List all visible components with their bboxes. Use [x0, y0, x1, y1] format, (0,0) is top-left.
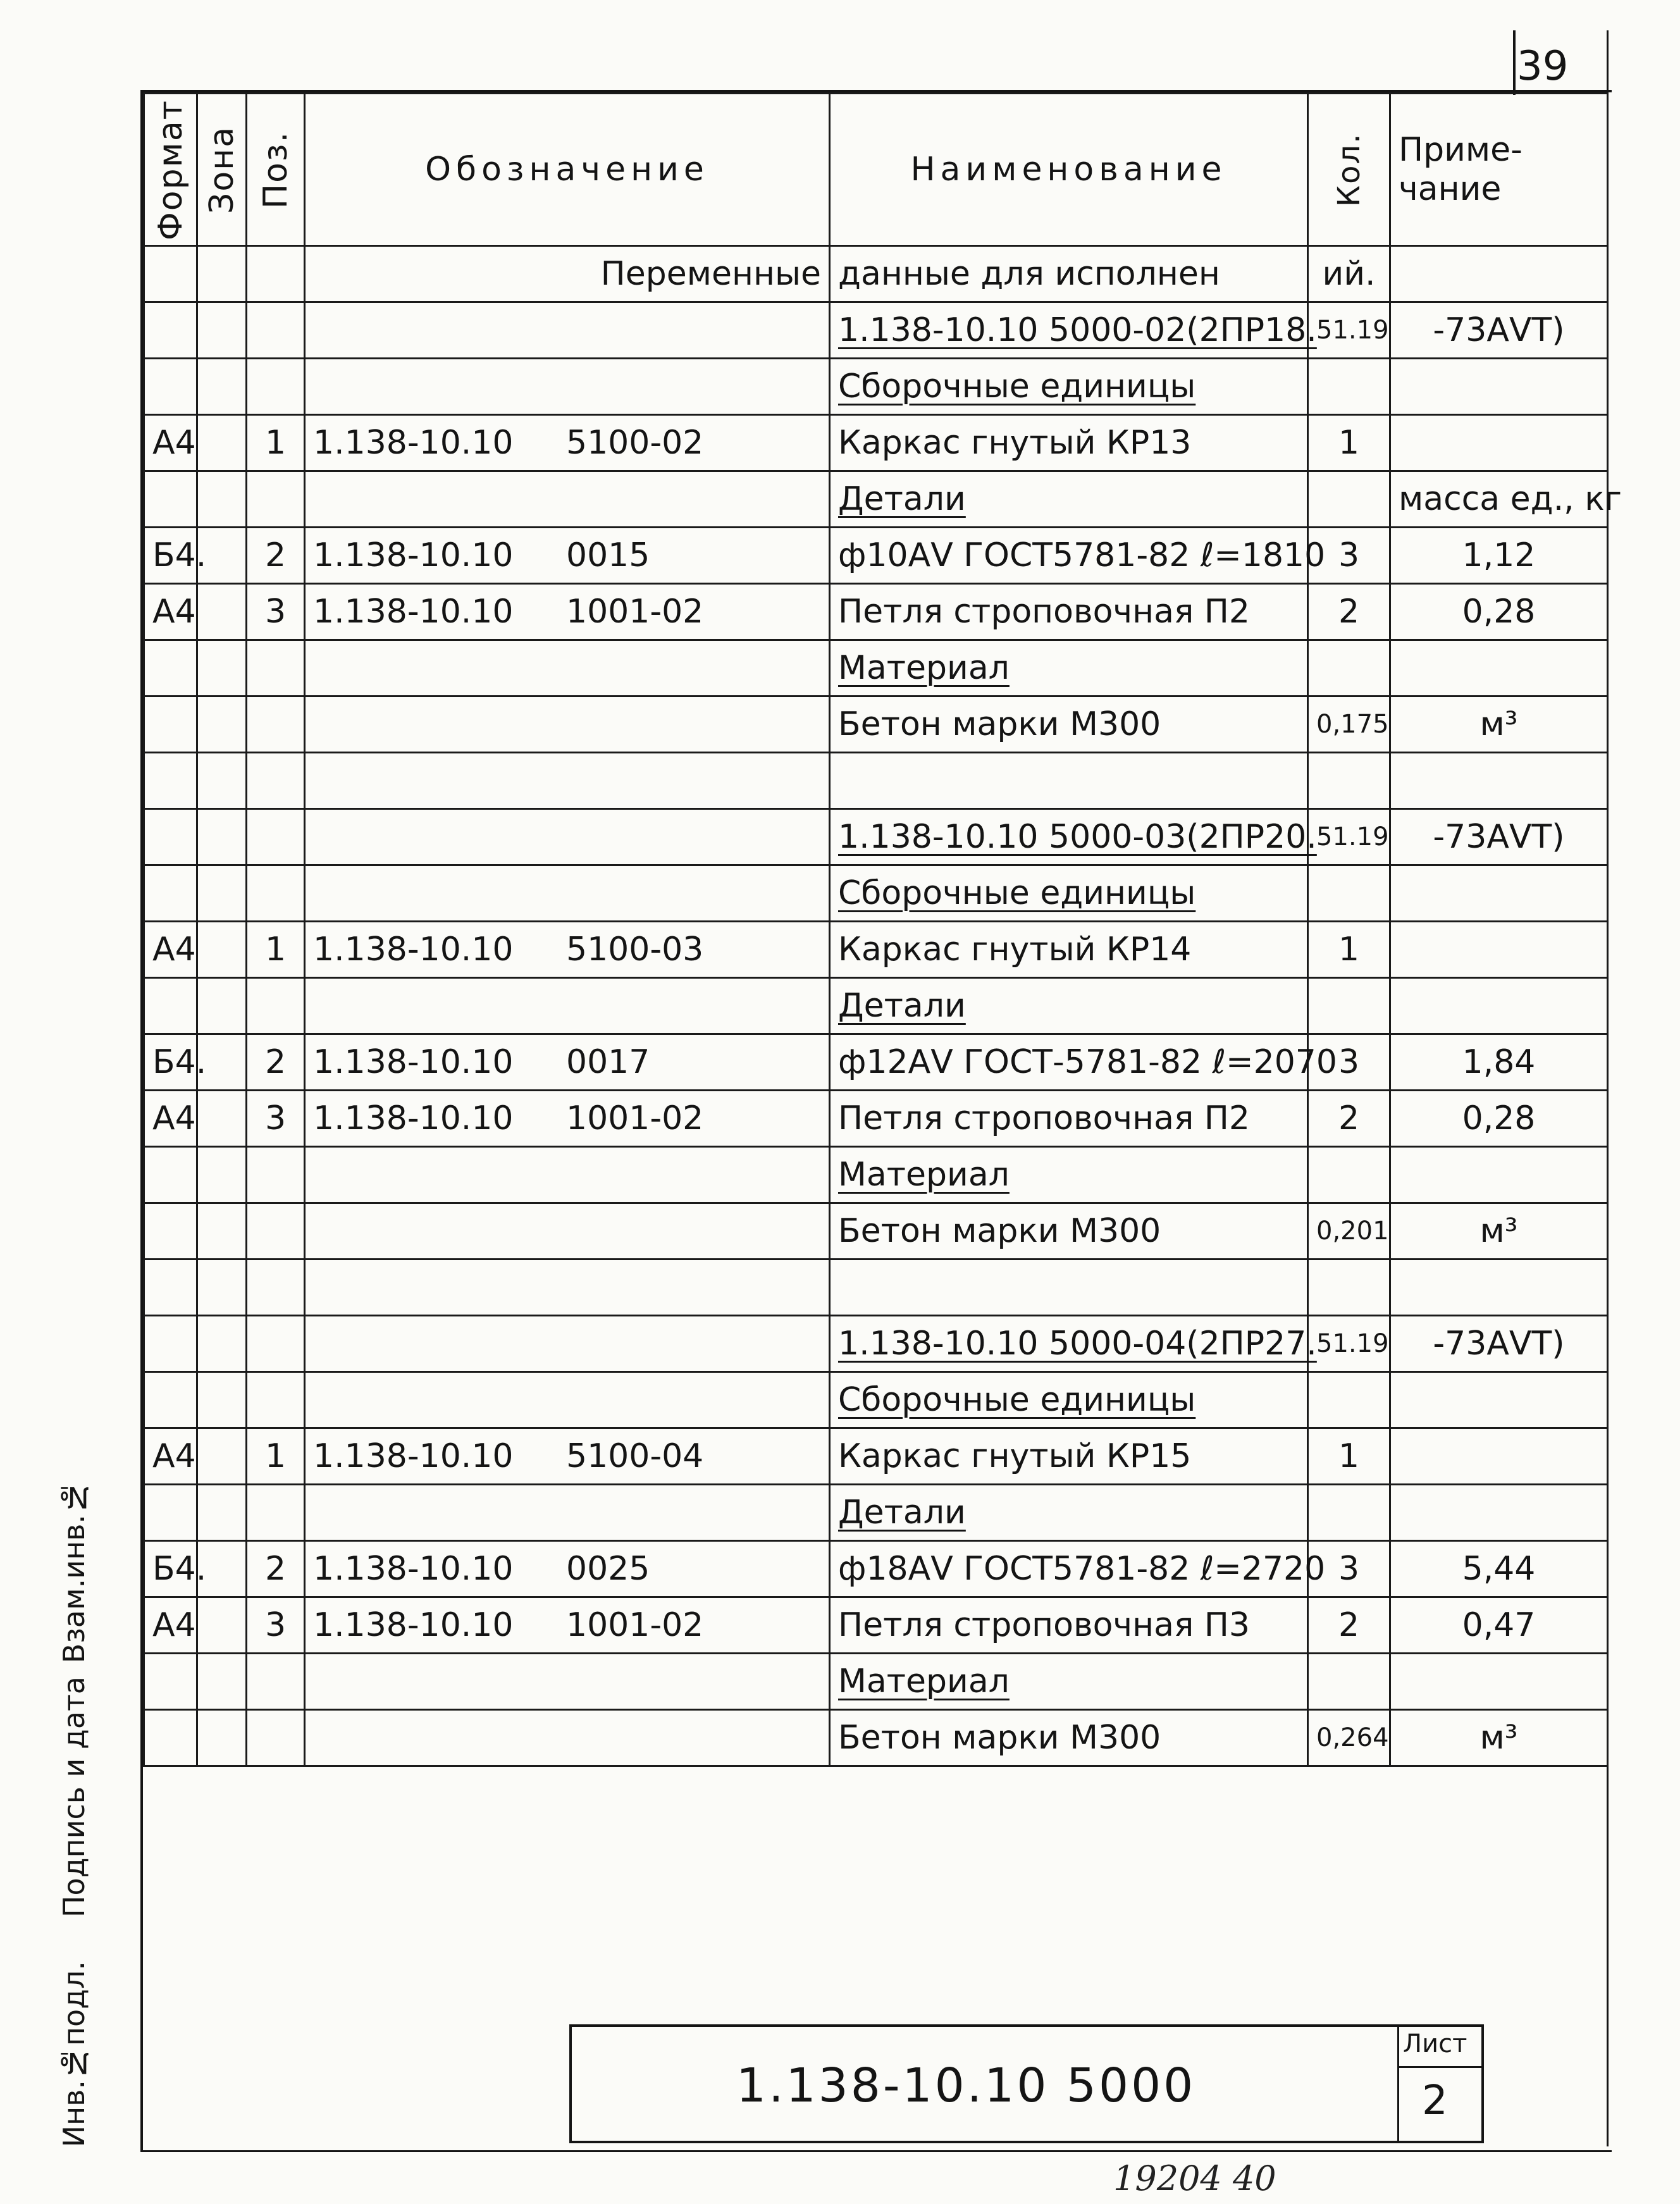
- cell-pos: [247, 978, 305, 1034]
- cell-zone: [197, 359, 247, 415]
- cell-format: А4: [144, 415, 197, 471]
- cell-format: Б4.: [144, 1034, 197, 1091]
- cell-name: ф12АV ГОСТ-5781-82 ℓ=2070: [830, 1034, 1308, 1091]
- cell-note: -73АVТ): [1390, 809, 1608, 865]
- table-row: [144, 528, 1608, 584]
- designation-suffix: 5100-02: [566, 424, 704, 462]
- cell-name: данные для исполнен: [830, 246, 1308, 302]
- cell-qty: 1: [1308, 922, 1390, 978]
- table-row: [144, 1710, 1608, 1766]
- cell-designation: [305, 1260, 830, 1316]
- cell-designation: [305, 1597, 830, 1654]
- cell-name: Петля строповочная П3: [830, 1597, 1308, 1654]
- table-row: [144, 359, 1608, 415]
- table-row: [144, 1428, 1608, 1485]
- cell-designation: [305, 1428, 830, 1485]
- cell-qty: [1308, 978, 1390, 1034]
- cell-zone: [197, 415, 247, 471]
- cell-note: [1390, 640, 1608, 696]
- cell-note: [1390, 1485, 1608, 1541]
- table-row: [144, 1147, 1608, 1203]
- cell-designation: [305, 1034, 830, 1091]
- cell-name: Детали: [830, 471, 1308, 528]
- cell-format: А4: [144, 922, 197, 978]
- header-note: Приме-чание: [1390, 94, 1608, 246]
- cell-qty: [1308, 1485, 1390, 1541]
- table-row: [144, 1034, 1608, 1091]
- cell-name: Бетон марки М300: [830, 1203, 1308, 1260]
- cell-note: 5,44: [1390, 1541, 1608, 1597]
- cell-qty: 2: [1308, 584, 1390, 640]
- cell-pos: [247, 302, 305, 359]
- cell-zone: [197, 865, 247, 922]
- cell-note: [1390, 1260, 1608, 1316]
- table-row: [144, 1597, 1608, 1654]
- cell-designation: [305, 865, 830, 922]
- cell-zone: [197, 696, 247, 753]
- cell-pos: 1: [247, 415, 305, 471]
- cell-note: [1390, 359, 1608, 415]
- cell-note: 0,28: [1390, 1091, 1608, 1147]
- cell-pos: 1: [247, 922, 305, 978]
- designation-suffix: 5100-04: [566, 1437, 704, 1475]
- table-row: [144, 584, 1608, 640]
- cell-qty: 1: [1308, 1428, 1390, 1485]
- header-designation: Обозначение: [305, 94, 830, 246]
- cell-name: Материал: [830, 1147, 1308, 1203]
- table-row: [144, 922, 1608, 978]
- cell-zone: [197, 753, 247, 809]
- cell-format: [144, 1203, 197, 1260]
- table-row: [144, 753, 1608, 809]
- cell-pos: [247, 1316, 305, 1372]
- cell-designation: [305, 1485, 830, 1541]
- designation-suffix: 1001-02: [566, 1099, 704, 1137]
- cell-designation: [305, 1541, 830, 1597]
- cell-zone: [197, 978, 247, 1034]
- cell-name: Материал: [830, 1654, 1308, 1710]
- table-row: [144, 1372, 1608, 1428]
- cell-format: Б4.: [144, 528, 197, 584]
- cell-name: [830, 753, 1308, 809]
- cell-name: 1.138-10.10 5000-03(2ПР20.: [830, 809, 1308, 865]
- cell-name: 1.138-10.10 5000-02(2ПР18.: [830, 302, 1308, 359]
- table-row: [144, 640, 1608, 696]
- cell-zone: [197, 302, 247, 359]
- cell-note: -73АVТ): [1390, 1316, 1608, 1372]
- cell-qty: [1308, 1260, 1390, 1316]
- header-qty: Кол.: [1308, 94, 1390, 246]
- table-row: [144, 1203, 1608, 1260]
- cell-zone: [197, 809, 247, 865]
- cell-designation: [305, 922, 830, 978]
- designation-code: 1.138-10.10: [313, 536, 514, 574]
- table-row: [144, 302, 1608, 359]
- cell-pos: [247, 246, 305, 302]
- cell-name: Каркас гнутый КР13: [830, 415, 1308, 471]
- page-number: 39: [1517, 43, 1569, 90]
- cell-note: 1,84: [1390, 1034, 1608, 1091]
- designation-suffix: 0015: [566, 536, 650, 574]
- cell-zone: [197, 1316, 247, 1372]
- cell-note: 0,28: [1390, 584, 1608, 640]
- cell-qty: 0,175: [1308, 696, 1390, 753]
- cell-format: [144, 809, 197, 865]
- header-format: Формат: [144, 94, 197, 246]
- label-sign-date: Подпись и дата: [57, 1676, 91, 1918]
- cell-designation: [305, 359, 830, 415]
- table-row: [144, 246, 1608, 302]
- cell-pos: [247, 809, 305, 865]
- cell-designation: [305, 1203, 830, 1260]
- cell-note: [1390, 922, 1608, 978]
- cell-zone: [197, 1485, 247, 1541]
- title-block: [569, 2024, 1484, 2143]
- cell-note: [1390, 753, 1608, 809]
- cell-designation: [305, 696, 830, 753]
- cell-qty: [1308, 1147, 1390, 1203]
- cell-pos: [247, 1485, 305, 1541]
- cell-format: [144, 753, 197, 809]
- cell-format: [144, 640, 197, 696]
- cell-pos: [247, 1372, 305, 1428]
- sheet-label: Лист: [1403, 2029, 1467, 2059]
- cell-qty: 51.19: [1308, 302, 1390, 359]
- sheet-divider: [1399, 2066, 1481, 2068]
- table-row: [144, 1316, 1608, 1372]
- cell-note: [1390, 246, 1608, 302]
- cell-designation: [305, 302, 830, 359]
- cell-qty: 2: [1308, 1091, 1390, 1147]
- cell-format: [144, 1710, 197, 1766]
- cell-note: 0,47: [1390, 1597, 1608, 1654]
- cell-designation: [305, 978, 830, 1034]
- table-row: [144, 865, 1608, 922]
- cell-note: [1390, 1372, 1608, 1428]
- cell-format: [144, 471, 197, 528]
- cell-qty: [1308, 865, 1390, 922]
- cell-pos: [247, 1710, 305, 1766]
- designation-suffix: 1001-02: [566, 1606, 704, 1644]
- cell-designation: [305, 753, 830, 809]
- cell-pos: 1: [247, 1428, 305, 1485]
- cell-qty: 51.19: [1308, 1316, 1390, 1372]
- cell-qty: 51.19: [1308, 809, 1390, 865]
- document-code: 1.138-10.10 5000: [736, 2059, 1196, 2113]
- cell-name: ф10АV ГОСТ5781-82 ℓ=1810: [830, 528, 1308, 584]
- cell-zone: [197, 1710, 247, 1766]
- cell-pos: 2: [247, 1034, 305, 1091]
- cell-designation: [305, 1654, 830, 1710]
- designation-code: 1.138-10.10: [313, 1606, 514, 1644]
- cell-pos: 2: [247, 1541, 305, 1597]
- designation-code: 1.138-10.10: [313, 1099, 514, 1137]
- cell-zone: [197, 584, 247, 640]
- sheet-box: [1397, 2027, 1481, 2141]
- cell-zone: [197, 1260, 247, 1316]
- page-number-divider: [1513, 30, 1516, 95]
- header-pos: Поз.: [247, 94, 305, 246]
- cell-qty: [1308, 359, 1390, 415]
- cell-note: м³: [1390, 1203, 1608, 1260]
- designation-code: 1.138-10.10: [313, 1437, 514, 1475]
- cell-zone: [197, 922, 247, 978]
- cell-format: [144, 865, 197, 922]
- cell-note: масса ед., кг: [1390, 471, 1608, 528]
- table-row: [144, 1260, 1608, 1316]
- table-row: [144, 1654, 1608, 1710]
- designation-suffix: 1001-02: [566, 593, 704, 631]
- cell-format: [144, 246, 197, 302]
- designation-suffix: 5100-03: [566, 931, 704, 969]
- cell-qty: ий.: [1308, 246, 1390, 302]
- cell-name: Бетон марки М300: [830, 1710, 1308, 1766]
- cell-format: А4: [144, 1091, 197, 1147]
- cell-designation: [305, 471, 830, 528]
- cell-pos: [247, 696, 305, 753]
- designation-code: 1.138-10.10: [313, 593, 514, 631]
- cell-format: А4: [144, 1428, 197, 1485]
- cell-zone: [197, 1147, 247, 1203]
- cell-zone: [197, 246, 247, 302]
- cell-format: Б4.: [144, 1541, 197, 1597]
- cell-zone: [197, 1597, 247, 1654]
- cell-pos: [247, 1260, 305, 1316]
- cell-zone: [197, 1372, 247, 1428]
- cell-note: м³: [1390, 1710, 1608, 1766]
- designation-code: 1.138-10.10: [313, 931, 514, 969]
- cell-pos: 3: [247, 1597, 305, 1654]
- table-row: [144, 978, 1608, 1034]
- cell-pos: [247, 359, 305, 415]
- cell-format: [144, 302, 197, 359]
- cell-designation: [305, 584, 830, 640]
- table-row: [144, 415, 1608, 471]
- cell-note: -73АVТ): [1390, 302, 1608, 359]
- cell-pos: [247, 1147, 305, 1203]
- cell-format: [144, 696, 197, 753]
- designation-suffix: Переменные: [600, 255, 821, 293]
- cell-designation: [305, 1091, 830, 1147]
- cell-format: [144, 1654, 197, 1710]
- designation-code: 1.138-10.10: [313, 1550, 514, 1588]
- cell-designation: [305, 809, 830, 865]
- table-row: [144, 1485, 1608, 1541]
- cell-qty: [1308, 640, 1390, 696]
- designation-suffix: 0017: [566, 1043, 650, 1081]
- table-row: [144, 809, 1608, 865]
- cell-name: Материал: [830, 640, 1308, 696]
- cell-name: Петля строповочная П2: [830, 584, 1308, 640]
- cell-qty: [1308, 1372, 1390, 1428]
- cell-note: [1390, 1147, 1608, 1203]
- cell-qty: [1308, 1654, 1390, 1710]
- cell-pos: 3: [247, 584, 305, 640]
- cell-qty: 3: [1308, 1541, 1390, 1597]
- cell-format: [144, 1147, 197, 1203]
- cell-designation: [305, 528, 830, 584]
- cell-pos: 3: [247, 1091, 305, 1147]
- cell-designation: [305, 1710, 830, 1766]
- table-row: [144, 471, 1608, 528]
- cell-name: Сборочные единицы: [830, 359, 1308, 415]
- cell-designation: [305, 1316, 830, 1372]
- cell-format: [144, 1316, 197, 1372]
- side-stamp: [57, 1468, 145, 2151]
- cell-qty: 0,264: [1308, 1710, 1390, 1766]
- cell-zone: [197, 1203, 247, 1260]
- cell-qty: 0,201: [1308, 1203, 1390, 1260]
- cell-designation: [305, 1147, 830, 1203]
- cell-designation: [305, 640, 830, 696]
- cell-format: А4: [144, 584, 197, 640]
- cell-qty: 3: [1308, 528, 1390, 584]
- cell-pos: [247, 753, 305, 809]
- cell-designation: [305, 1372, 830, 1428]
- cell-zone: [197, 1428, 247, 1485]
- cell-zone: [197, 1654, 247, 1710]
- cell-qty: [1308, 753, 1390, 809]
- cell-name: Каркас гнутый КР15: [830, 1428, 1308, 1485]
- cell-zone: [197, 640, 247, 696]
- cell-pos: [247, 1654, 305, 1710]
- cell-name: Бетон марки М300: [830, 696, 1308, 753]
- designation-code: [348, 255, 601, 293]
- cell-name: [830, 1260, 1308, 1316]
- specification-table: [143, 92, 1622, 1767]
- cell-pos: [247, 1203, 305, 1260]
- cell-format: А4: [144, 1597, 197, 1654]
- cell-format: [144, 359, 197, 415]
- cell-note: [1390, 865, 1608, 922]
- cell-pos: 2: [247, 528, 305, 584]
- table-row: [144, 1541, 1608, 1597]
- handwritten-note: 19204 40: [1113, 2158, 1276, 2198]
- cell-name: Петля строповочная П2: [830, 1091, 1308, 1147]
- table-row: [144, 1091, 1608, 1147]
- cell-qty: [1308, 471, 1390, 528]
- cell-designation: [305, 246, 830, 302]
- cell-name: Детали: [830, 1485, 1308, 1541]
- cell-format: [144, 1260, 197, 1316]
- cell-designation: [305, 415, 830, 471]
- cell-note: м³: [1390, 696, 1608, 753]
- cell-pos: [247, 865, 305, 922]
- designation-suffix: 0025: [566, 1550, 650, 1588]
- cell-note: 1,12: [1390, 528, 1608, 584]
- cell-format: [144, 1372, 197, 1428]
- header-zone: Зона: [197, 94, 247, 246]
- cell-name: ф18АV ГОСТ5781-82 ℓ=2720: [830, 1541, 1308, 1597]
- cell-note: [1390, 978, 1608, 1034]
- cell-note: [1390, 1428, 1608, 1485]
- cell-format: [144, 1485, 197, 1541]
- cell-format: [144, 978, 197, 1034]
- designation-code: 1.138-10.10: [313, 424, 514, 462]
- cell-name: 1.138-10.10 5000-04(2ПР27.: [830, 1316, 1308, 1372]
- cell-zone: [197, 1091, 247, 1147]
- cell-note: [1390, 415, 1608, 471]
- cell-pos: [247, 471, 305, 528]
- sheet-number: 2: [1422, 2077, 1448, 2124]
- header-row: [144, 94, 1608, 246]
- table-row: [144, 696, 1608, 753]
- cell-qty: 2: [1308, 1597, 1390, 1654]
- label-inv-podl: Инв.№подл.: [57, 1961, 91, 2148]
- designation-code: 1.138-10.10: [313, 1043, 514, 1081]
- header-name: Наименование: [830, 94, 1308, 246]
- cell-note: [1390, 1654, 1608, 1710]
- cell-name: Сборочные единицы: [830, 1372, 1308, 1428]
- label-vzam-inv: Взам.инв.№: [57, 1480, 91, 1664]
- cell-zone: [197, 471, 247, 528]
- cell-qty: 3: [1308, 1034, 1390, 1091]
- cell-qty: 1: [1308, 415, 1390, 471]
- cell-pos: [247, 640, 305, 696]
- cell-name: Детали: [830, 978, 1308, 1034]
- cell-name: Каркас гнутый КР14: [830, 922, 1308, 978]
- cell-name: Сборочные единицы: [830, 865, 1308, 922]
